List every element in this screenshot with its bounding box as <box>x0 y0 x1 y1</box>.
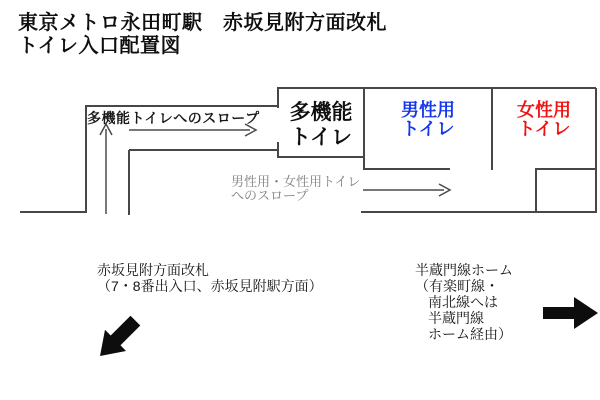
mw-slope-label-line2: へのスロープ <box>231 188 309 203</box>
label-slope-to-mens-womens-toilet <box>231 175 360 203</box>
multi-toilet-label-line2: トイレ <box>290 126 352 149</box>
platform-note-line1: 半蔵門線ホーム <box>415 262 513 278</box>
mens-toilet-label-line2: トイレ <box>401 119 455 139</box>
corridor-up-arrow-icon <box>100 124 112 214</box>
gate-note-line1: 赤坂見附方面改札 <box>97 262 209 278</box>
page-title-line2: トイレ入口配置図 <box>18 35 181 57</box>
womens-toilet-label-line2: トイレ <box>517 119 571 139</box>
multi-toilet-label-line1: 多機能 <box>289 101 353 124</box>
mens-toilet-label-line1: 男性用 <box>401 100 455 120</box>
womens-toilet-label-line1: 女性用 <box>517 100 571 120</box>
room-label-multifunction-toilet <box>278 100 364 150</box>
label-hanzomon-platform <box>415 262 513 342</box>
platform-note-line2: （有楽町線・ <box>415 278 499 294</box>
mw-slope-label-line1: 男性用・女性用トイレ <box>231 174 361 189</box>
room-label-mens-toilet <box>364 101 492 139</box>
gate-note-line2: （7・8番出入口、赤坂見附駅方面） <box>97 278 323 294</box>
label-akasakamitsuke-gate <box>97 262 323 294</box>
label-slope-to-multi-toilet: 多機能トイレへのスロープ <box>87 110 260 126</box>
platform-note-line3: 南北線へは <box>428 294 498 310</box>
page-title-line1: 東京メトロ永田町駅 赤坂見附方面改札 <box>18 12 387 34</box>
page-title <box>18 12 387 58</box>
gate-direction-arrow-icon <box>100 316 140 356</box>
platform-note-line4: 半蔵門線 <box>428 310 484 326</box>
platform-note-line5: ホーム経由） <box>428 326 512 342</box>
slope-to-mens-womens-arrow-icon <box>363 184 450 196</box>
room-label-womens-toilet <box>492 101 596 139</box>
platform-direction-arrow-icon <box>543 297 598 329</box>
